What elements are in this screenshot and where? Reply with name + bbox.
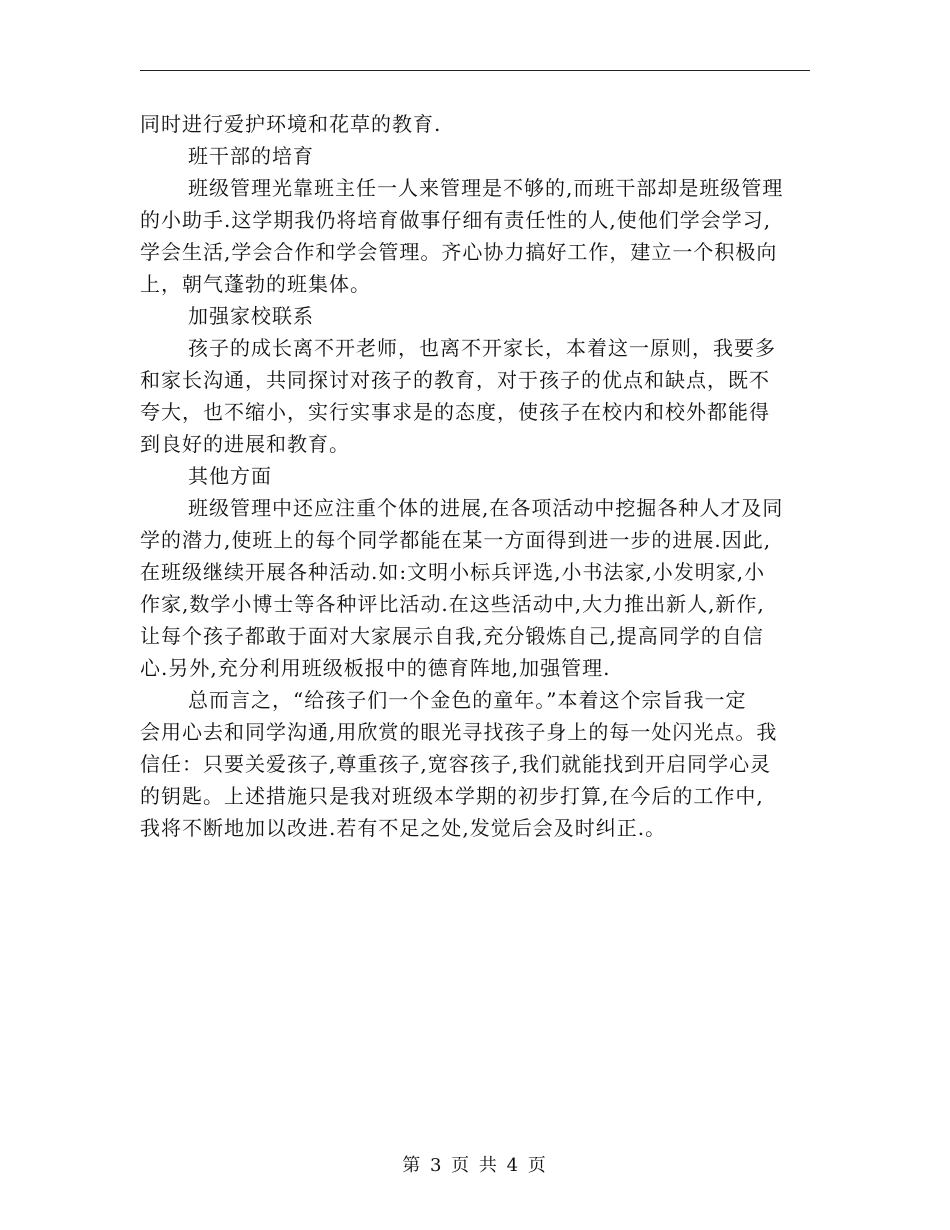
paragraph-line: 学会生活,学会合作和学会管理。齐心协力搞好工作，建立一个积极向 bbox=[140, 240, 778, 264]
paragraph-line: 同时进行爱护环境和花草的教育. bbox=[140, 112, 442, 136]
paragraph-line: 上，朝气蓬勃的班集体。 bbox=[140, 272, 371, 296]
paragraph-line: 会用心去和同学沟通,用欣赏的眼光寻找孩子身上的每一处闪光点。我 bbox=[140, 720, 778, 744]
page-number: 第 3 页 共 4 页 bbox=[402, 1155, 548, 1176]
paragraph-line: 到良好的进展和教育。 bbox=[140, 432, 350, 456]
paragraph-line: 的钥匙。上述措施只是我对班级本学期的初步打算,在今后的工作中, bbox=[140, 784, 764, 808]
section-heading: 加强家校联系 bbox=[188, 304, 314, 328]
paragraph-line: 孩子的成长离不开老师，也离不开家长，本着这一原则，我要多 bbox=[188, 336, 776, 360]
paragraph-line: 班级管理中还应注重个体的进展,在各项活动中挖掘各种人才及同 bbox=[188, 496, 784, 520]
document-body bbox=[140, 108, 810, 844]
paragraph-line: 学的潜力,使班上的每个同学都能在某一方面得到进一步的进展.因此, bbox=[140, 528, 772, 552]
section-heading: 班干部的培育 bbox=[188, 144, 314, 168]
paragraph-line: 的小助手.这学期我仍将培育做事仔细有责任性的人,使他们学会学习, bbox=[140, 208, 772, 232]
paragraph-line: 和家长沟通，共同探讨对孩子的教育，对于孩子的优点和缺点，既不 bbox=[140, 368, 770, 392]
paragraph-line: 夸大，也不缩小，实行实事求是的态度，使孩子在校内和校外都能得 bbox=[140, 400, 770, 424]
paragraph-line: 心.另外,充分利用班级板报中的德育阵地,加强管理. bbox=[140, 656, 611, 680]
paragraph-line: 信任：只要关爱孩子,尊重孩子,宽容孩子,我们就能找到开启同学心灵 bbox=[140, 752, 772, 776]
paragraph-line: 总而言之，“给孩子们一个金色的童年。”本着这个宗旨我一定 bbox=[188, 688, 747, 712]
paragraph-line: 让每个孩子都敢于面对大家展示自我,充分锻炼自己,提高同学的自信 bbox=[140, 624, 764, 648]
paragraph-line: 在班级继续开展各种活动.如:文明小标兵评选,小书法家,小发明家,小 bbox=[140, 560, 766, 584]
section-heading: 其他方面 bbox=[188, 464, 272, 488]
paragraph-line: 作家,数学小博士等各种评比活动.在这些活动中,大力推出新人,新作, bbox=[140, 592, 765, 616]
paragraph-line: 班级管理光靠班主任一人来管理是不够的,而班干部却是班级管理 bbox=[188, 176, 784, 200]
paragraph-line: 我将不断地加以改进.若有不足之处,发觉后会及时纠正.。 bbox=[140, 816, 667, 840]
header-rule bbox=[140, 70, 810, 71]
